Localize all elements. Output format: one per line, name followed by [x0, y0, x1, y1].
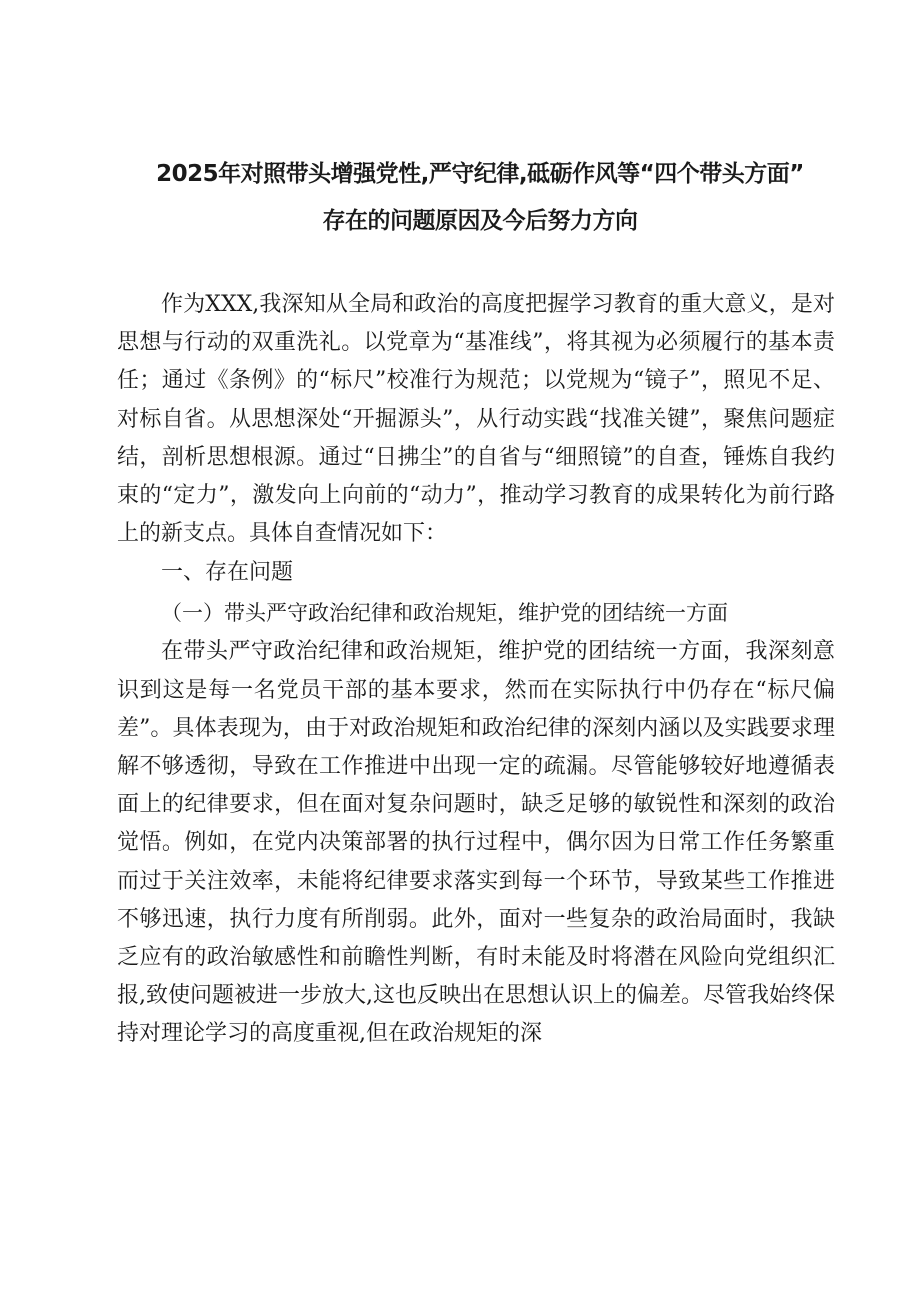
document-title-line-1: 2025年对照带头增强党性,严守纪律,砥砺作风等“四个带头方面”: [156, 161, 804, 187]
document-title-line-2: 存在的问题原因及今后努力方向: [322, 208, 638, 234]
document-body: [117, 286, 835, 1054]
intro-paragraph: 作为XXX,我深知从全局和政治的高度把握学习教育的重大意义，是对思想与行动的双重洗礼。以党章为“基准线”，将其视为必须履行的基本责任；通过《条例》的“标尺”校准行为规范；以党规为“镜子”，照见不足、对标自省。从思想深处“开掘源头”，从行动实践“找准关键”，聚焦问题症结，剖析思想根源。通过“日拂尘”的自省与“细照镜”的自查，锤炼自我约束的“定力”，激发向上向前的“动力”，推动学习教育的成果转化为前行路上的新支点。具体自查情况如下：: [117, 292, 835, 547]
section-heading: 一、存在问题: [161, 560, 294, 586]
subsection-heading: （一）带头严守政治纪律和政治规矩，维护党的团结统一方面: [161, 601, 728, 626]
body-paragraph: 在带头严守政治纪律和政治规矩，维护党的团结统一方面，我深刻意识到这是每一名党员干部的基本要求，然而在实际执行中仍存在“标尺偏差”。具体表现为，由于对政治规矩和政治纪律的深刻内涵以及实践要求理解不够透彻，导致在工作推进中出现一定的疏漏。尽管能够较好地遵循表面上的纪律要求，但在面对复杂问题时，缺乏足够的敏锐性和深刻的政治觉悟。例如，在党内决策部署的执行过程中，偶尔因为日常工作任务繁重而过于关注效率，未能将纪律要求落实到每一个环节，导致某些工作推进不够迅速，执行力度有所削弱。此外，面对一些复杂的政治局面时，我缺乏应有的政治敏感性和前瞻性判断，有时未能及时将潜在风险向党组织汇报,致使问题被进一步放大,这也反映出在思想认识上的偏差。尽管我始终保持对理论学习的高度重视,但在政治规矩的深: [117, 639, 835, 1047]
